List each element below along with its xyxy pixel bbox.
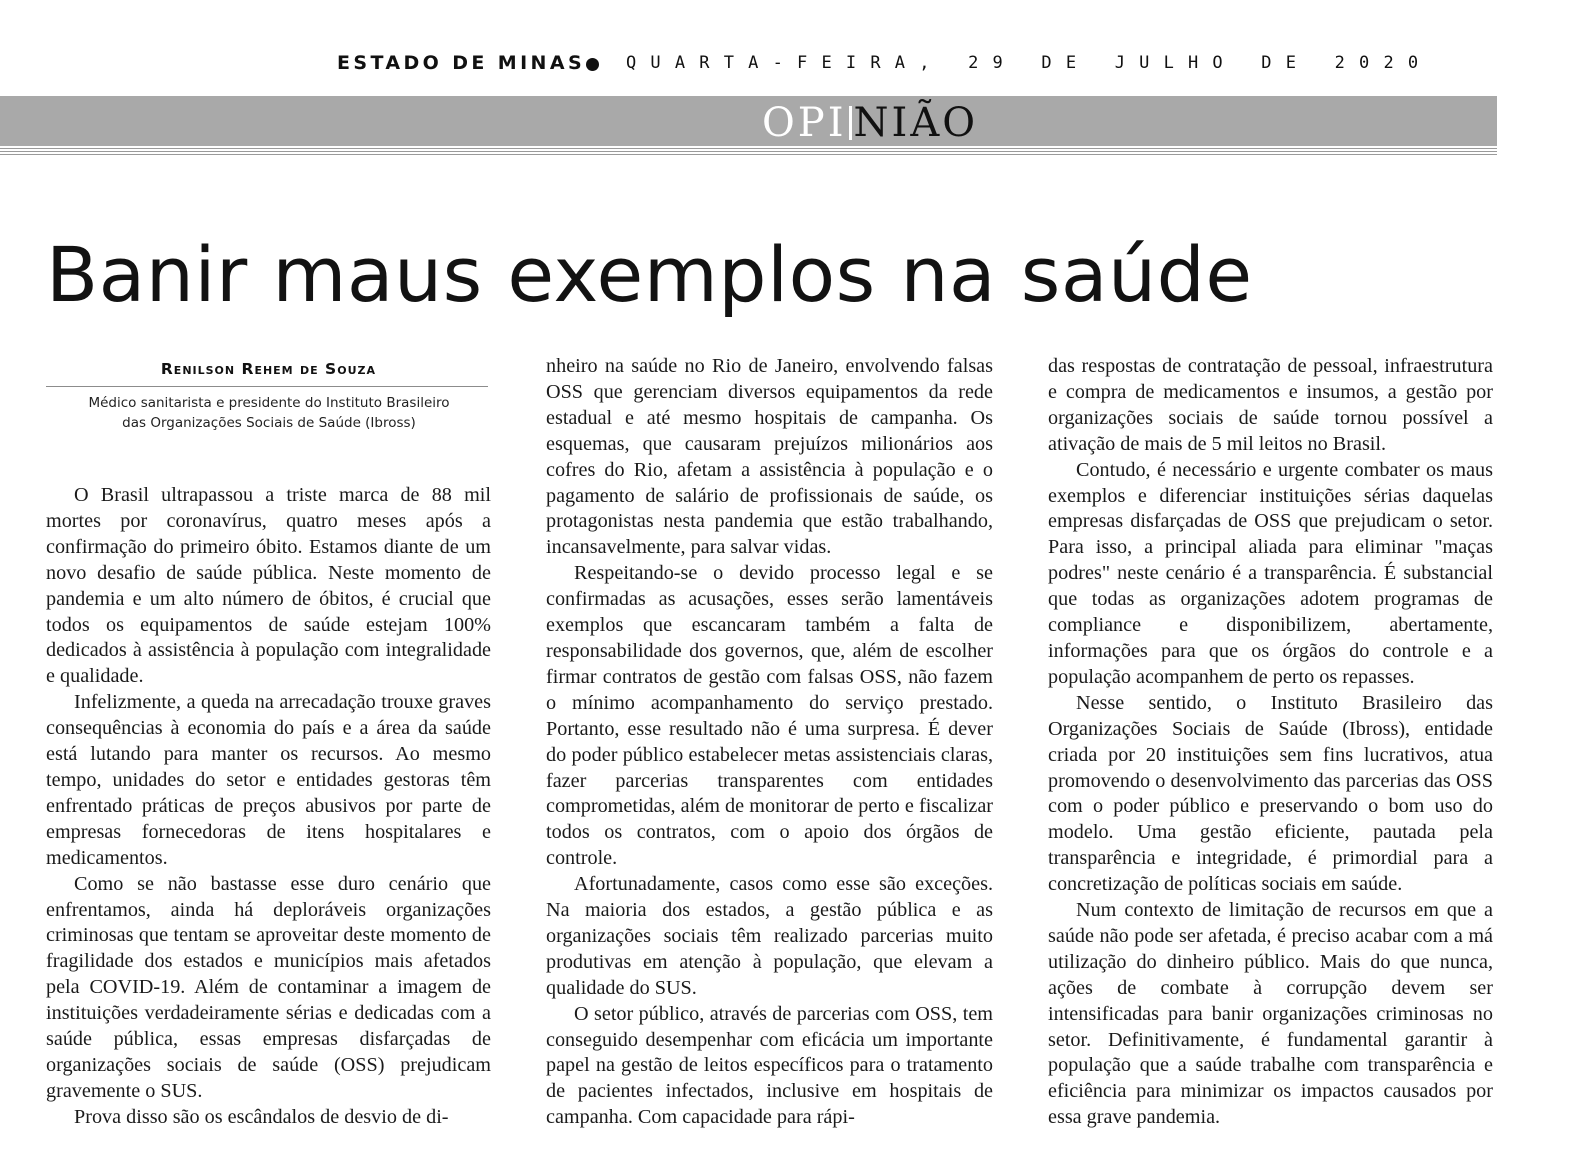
paragraph-continuation: das respostas de contratação de pessoal, infraestrutura e compra de medicamentos e insumos, a gestão por organizações sociais de saúde tornou possível a ativação de mais de 5 mil leitos no Brasil. [1048, 355, 1493, 455]
paragraph: Respeitando-se o devido processo legal e se confirmadas as acusações, esses serão lamentáveis exemplos que escancaram também a falta de responsabilidade dos governos, que, além de escolher firmar contratos de gestão com falsas OSS, não fazem o mínimo acompanhamento do serviço prestado. Portanto, esse resultado não é uma surpresa. É dever do poder público estabelecer metas assistenciais claras, fazer parcerias transparentes com entidades comprometidas, além de monitorar de perto e fiscalizar todos os contratos, com o apoio dos órgãos de controle. [546, 562, 993, 870]
paragraph: Num contexto de limitação de recursos em que a saúde não pode ser afetada, é preciso acabar com a má utilização do dinheiro público. Mais do que nunca, ações de combate à corrupção devem ser intensificadas para banir organizações criminosas no setor. Definitivamente, é fundamental garantir à população que a saúde trabalhe com transparência e eficiência para minimizar os impactos causados por essa grave pandemia. [1048, 899, 1493, 1129]
article-column-3 [1048, 354, 1493, 1131]
article-headline: Banir maus exemplos na saúde [46, 230, 1253, 319]
separator-dot-icon [586, 58, 599, 71]
article-column-2 [546, 354, 993, 1131]
section-banner [0, 96, 1497, 156]
newspaper-name: ESTADO DE MINAS [337, 52, 586, 74]
banner-rule [0, 148, 1497, 149]
banner-rule [0, 154, 1497, 155]
section-title [762, 100, 978, 146]
paragraph: Nesse sentido, o Instituto Brasileiro das Organizações Sociais de Saúde (Ibross), entidade criada por 20 instituições sem fins lucrativos, atua promovendo o desenvolvimento das parcerias das OSS com o poder público e preservando o bom uso do modelo. Uma gestão eficiente, pautada pela transparência e integridade, é primordial para a concretização de políticas sociais em saúde. [1048, 691, 1493, 896]
paragraph: O Brasil ultrapassou a triste marca de 88 mil mortes por coronavírus, quatro meses após a confirmação do primeiro óbito. Estamos diante de um novo desafio de saúde pública. Neste momento de pandemia e um alto número de óbitos, é crucial que todos os equipamentos de saúde estejam 100% dedicados à assistência à população com integralidade e qualidade. [46, 484, 491, 688]
author-name-text: Renilson Rehem de Souza [160, 360, 376, 378]
masthead [0, 48, 1574, 84]
byline [46, 360, 488, 433]
paragraph: Contudo, é necessário e urgente combater os maus exemplos e diferenciar instituições sérias daquelas empresas disfarçadas de OSS que prejudicam o setor. Para isso, a principal aliada para eliminar "maças podres" neste cenário é a transparência. É substancial que todas as organizações adotem programas de compliance e disponibilizem, abertamente, informações para que os órgãos do controle e a população acompanhem de perto os repasses. [1048, 458, 1493, 688]
section-banner-bar [0, 96, 1497, 146]
paragraph: Como se não bastasse esse duro cenário que enfrentamos, ainda há deploráveis organizações criminosas que tentam se aproveitar deste momento de fragilidade dos estados e municípios mais afetados pela COVID-19. Além de contaminar a imagem de instituições verdadeiramente sérias e dedicadas com a saúde pública, essas empresas disfarçadas de organizações sociais de saúde (OSS) prejudicam gravemente o SUS. [46, 872, 491, 1102]
paragraph: Afortunadamente, casos como esse são exceções. Na maioria dos estados, a gestão pública e as organizações sociais têm realizado parcerias muito produtivas em atenção à população, que elevam a qualidade do SUS. [546, 873, 993, 999]
section-title-dark: NIÃO [853, 100, 978, 146]
section-title-light: OPI [762, 100, 847, 146]
article-column-1 [46, 483, 491, 1131]
edition-date: QUARTA-FEIRA, 29 DE JULHO DE 2020 [626, 53, 1433, 73]
paragraph: Infelizmente, a queda na arrecadação trouxe graves consequências à economia do país e a área da saúde está lutando para manter os recursos. Ao mesmo tempo, unidades do setor e entidades gestoras têm enfrentado práticas de preços abusivos por parte de empresas fornecedoras de itens hospitalares e medicamentos. [46, 691, 491, 869]
banner-rule [0, 151, 1497, 152]
section-title-divider [849, 106, 852, 140]
paragraph-continuation: nheiro na saúde no Rio de Janeiro, envolvendo falsas OSS que gerenciam diversos equipamentos da rede estadual e até mesmo hospitais de campanha. Os esquemas, que causaram prejuízos milionários aos cofres do Rio, afetam a assistência à população e o pagamento de salário de profissionais de saúde, os protagonistas nesta pandemia que estão trabalhando, incansavelmente, para salvar vidas. [546, 355, 993, 559]
author-name [46, 360, 488, 387]
author-bio: Médico sanitarista e presidente do Instituto Brasileiro das Organizações Sociais de Saúde (Ibross) [88, 395, 450, 431]
paragraph: Prova disso são os escândalos de desvio de di- [74, 1105, 449, 1128]
paragraph: O setor público, através de parcerias com OSS, tem conseguido desempenhar com eficácia um importante papel na gestão de leitos específicos para o tratamento de pacientes infectados, inclusive em hospitais de campanha. Com capacidade para rápi- [546, 1002, 993, 1129]
